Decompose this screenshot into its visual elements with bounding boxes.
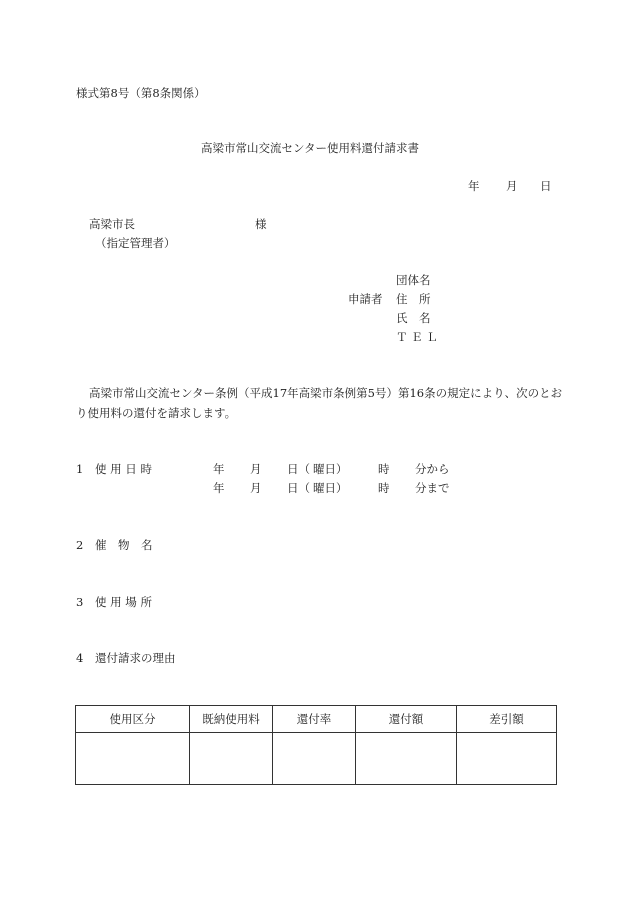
document-title: 高梁市常山交流センター使用料還付請求書 (201, 141, 420, 155)
applicant-tel-label: Ｔ Ｅ Ｌ (396, 330, 438, 344)
body-text-line2: り使用料の還付を請求します。 (76, 406, 237, 420)
header-refund-rate: 還付率 (273, 706, 356, 733)
from-minute: 分から (415, 462, 450, 476)
refund-table (75, 705, 557, 785)
from-hour: 時 (378, 462, 390, 476)
date-year-label: 年 (468, 179, 480, 193)
cell-balance[interactable] (457, 733, 557, 785)
date-day-label: 日 (540, 179, 552, 193)
item-number-3: 3 (76, 595, 84, 609)
applicant-group-name-label: 団体名 (396, 273, 431, 287)
addressee-name: 高梁市長 (89, 217, 135, 231)
to-day: 日（ (287, 481, 310, 495)
applicant-name-label: 氏 名 (396, 311, 431, 325)
to-minute: 分まで (415, 481, 450, 495)
from-day: 日（ (287, 462, 310, 476)
cell-refund-amount[interactable] (356, 733, 457, 785)
header-refund-amount: 還付額 (356, 706, 457, 733)
to-month: 月 (250, 481, 262, 495)
header-balance: 差引額 (457, 706, 557, 733)
refund-reason-label: 還付請求の理由 (95, 651, 176, 665)
table-row (76, 733, 557, 785)
date-month-label: 月 (506, 179, 518, 193)
body-text-line1: 高梁市常山交流センター条例（平成17年高梁市条例第5号）第16条の規定により、次のとお (89, 386, 563, 400)
from-year: 年 (213, 462, 225, 476)
cell-paid-fee[interactable] (190, 733, 273, 785)
applicant-label: 申請者 (348, 292, 383, 306)
item-number-1: 1 (76, 462, 84, 476)
cell-refund-rate[interactable] (273, 733, 356, 785)
usage-datetime-label: 使 用 日 時 (95, 462, 152, 476)
to-year: 年 (213, 481, 225, 495)
from-weekday: 曜日） (313, 462, 348, 476)
addressee-manager: （指定管理者） (95, 236, 176, 250)
applicant-address-label: 住 所 (396, 292, 431, 306)
cell-usage-category[interactable] (76, 733, 190, 785)
item-number-4: 4 (76, 651, 84, 665)
table-header-row (76, 706, 557, 733)
from-month: 月 (250, 462, 262, 476)
form-number: 様式第8号（第8条関係） (76, 86, 206, 100)
header-paid-fee: 既納使用料 (190, 706, 273, 733)
usage-place-label: 使 用 場 所 (95, 595, 152, 609)
to-weekday: 曜日） (313, 481, 348, 495)
addressee-honorific: 様 (255, 217, 267, 231)
event-name-label: 催 物 名 (95, 538, 153, 552)
item-number-2: 2 (76, 538, 84, 552)
header-usage-category: 使用区分 (76, 706, 190, 733)
to-hour: 時 (378, 481, 390, 495)
